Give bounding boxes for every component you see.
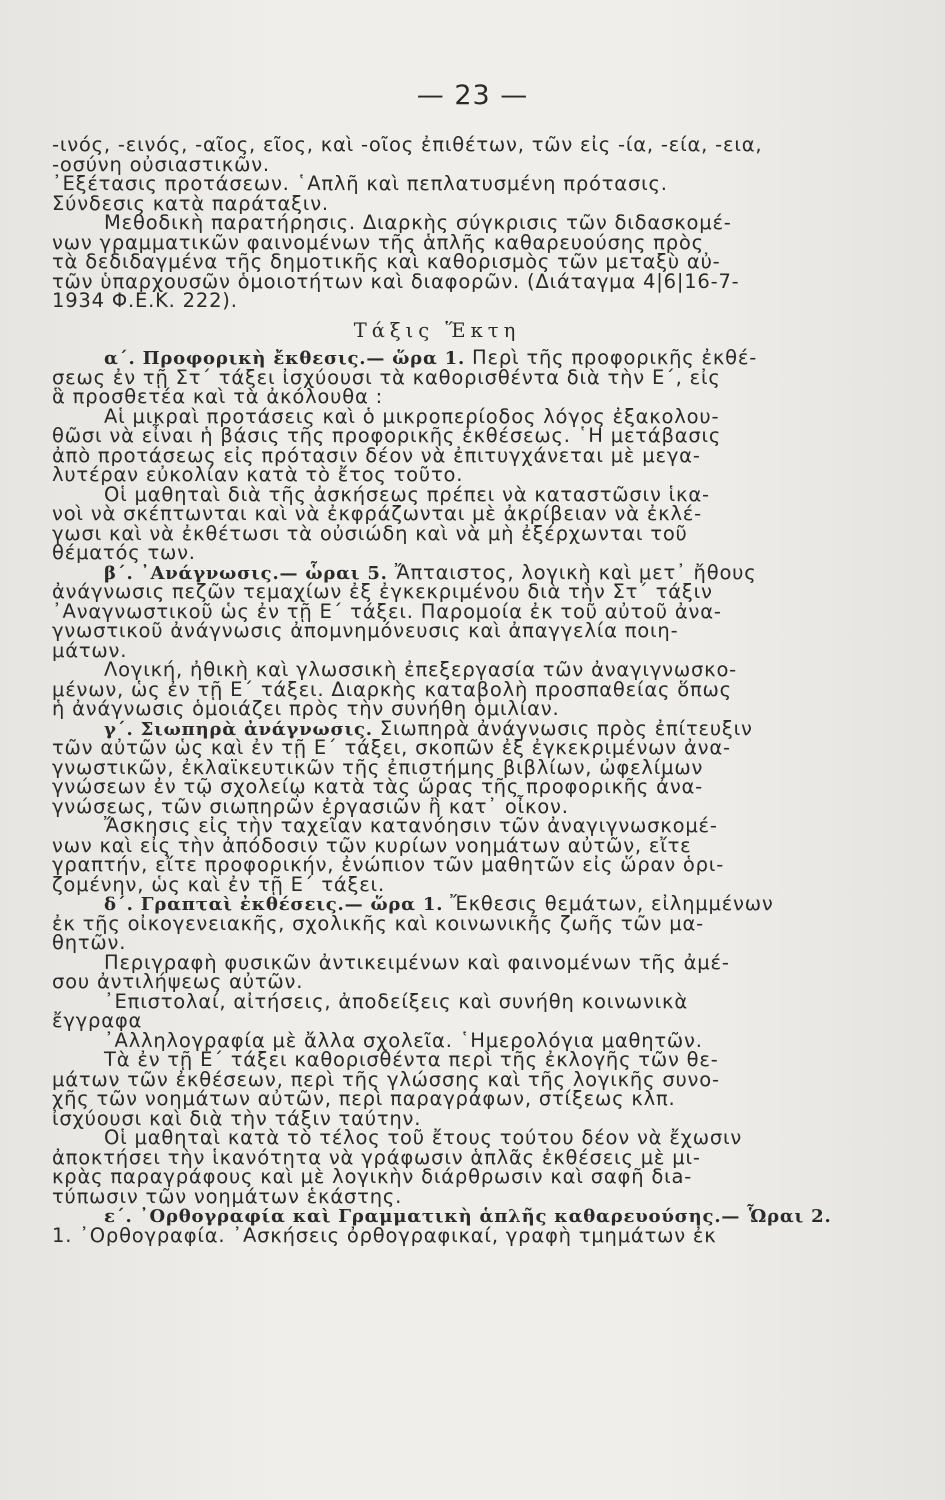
subsection-heading: γ΄. Σιωπηρὰ ἀνάγνωσις. [104, 718, 373, 740]
line-text: γνώσεων ἐν τῷ σχολείῳ κατὰ τὰς ὥρας τῆς προφορικῆς ἀνα- [52, 775, 704, 798]
line-text: Ἔκθεσις θεμάτων, εἰλημμένων [443, 892, 774, 915]
line-text: ᾿Αλληλογραφία μὲ ἄλλα σχολεῖα. ῾Ημερολόγια μαθητῶν. [104, 1028, 703, 1052]
line-text: Τάξις Ἕκτη [353, 318, 521, 342]
line-text: τῶν ὑπαρχουσῶν ὁμοιοτήτων καὶ διαφορῶν. (Διάταγμα 4|6|16-7- [52, 269, 740, 293]
line-text: γνωστικῶν, ἐκλαϊκευτικῶν τῆς ἐπιστήμης βιβλίων, ὠφελίμων [52, 755, 704, 779]
line-text: Οἱ μαθηταὶ διὰ τῆς ἀσκήσεως πρέπει νὰ καταστῶσιν ἱκα- [104, 482, 710, 506]
line-text: Ἄσκησις εἰς τὴν ταχεῖαν κατανόησιν τῶν ἀναγιγνωσκομέ- [104, 814, 718, 837]
line-text: γραπτήν, εἴτε προφορικήν, ἐνώπιον τῶν μαθητῶν εἰς ὥραν ὁρι- [52, 853, 725, 876]
line-text: θητῶν. [52, 931, 127, 954]
line-text: Ἄπταιστος, λογικὴ καὶ μετ᾿ ἤθους [387, 560, 757, 584]
subsection-heading: δ΄. Γραπταὶ ἐκθέσεις.— ὥρα 1. [104, 894, 444, 915]
subsection-heading: α΄. Προφορικὴ ἔκθεσις.— ὥρα 1. [104, 348, 466, 369]
line-text: νων γραμματικῶν φαινομένων τῆς ἁπλῆς καθαρευούσης πρὸς [52, 230, 704, 254]
section-title [52, 318, 822, 342]
line-text: Αἱ μικραὶ προτάσεις καὶ ὁ μικροπερίοδος λόγος ἐξακολου- [104, 404, 720, 428]
line-text: Σιωπηρὰ ἀνάγνωσις πρὸς ἐπίτευξιν [372, 716, 753, 740]
line-text: ἐκ τῆς οἰκογενειακῆς, σχολικῆς καὶ κοινωνικῆς ζωῆς τῶν μα- [52, 911, 704, 935]
line-text: Περιγραφὴ φυσικῶν ἀντικειμένων καὶ φαινομένων τῆς ἀμέ- [104, 950, 730, 974]
line-text: ἀνάγνωσις πεζῶν τεμαχίων ἐξ ἐγκεκριμένου διὰ τὴν Στ΄ τάξιν [52, 580, 713, 603]
line-text: γωσι καὶ νὰ ἐκθέτωσι τὰ οὐσιώδη καὶ νὰ μὴ ἐξέρχωνται τοῦ [52, 521, 688, 545]
line-text: χῆς τῶν νοημάτων αὐτῶν, περὶ παραγράφων, στίξεως κλπ. [52, 1087, 676, 1110]
line-text: ᾿Αναγνωστικοῦ ὡς ἐν τῇ Ε΄ τάξει. Παρομοία ἐκ τοῦ αὐτοῦ ἀνα- [52, 599, 722, 623]
line-text: ζομένην, ὡς καὶ ἐν τῇ Ε΄ τάξει. [52, 872, 385, 896]
line-text: 1. ᾿Ορθογραφία. ᾿Ασκήσεις ὀρθογραφικαί, γραφὴ τμημάτων ἐκ [52, 1223, 717, 1247]
line-text: Λογική, ἠθικὴ καὶ γλωσσικὴ ἐπεξεργασία τῶν ἀναγιγνωσκο- [104, 658, 738, 681]
text-line [52, 621, 822, 641]
line-text: τὰ δεδιδαγμένα τῆς δημοτικῆς καὶ καθορισμὸς τῶν μεταξὺ αὐ- [52, 250, 721, 273]
line-text: -οσύνη οὐσιαστικῶν. [52, 152, 270, 176]
line-text: νων καὶ εἰς τὴν ἀπόδοσιν τῶν κυρίων νοημάτων αὐτῶν, εἴτε [52, 833, 692, 857]
line-text: μένων, ὡς ἐν τῇ Ε΄ τάξει. Διαρκὴς καταβολὴ προσπαθείας ὅπως [52, 677, 732, 701]
line-text: μάτων τῶν ἐκθέσεων, περὶ τῆς γλώσσης καὶ τῆς λογικῆς συνο- [52, 1067, 720, 1091]
line-text: Οἱ μαθηταὶ κατὰ τὸ τέλος τοῦ ἔτους τούτου δέον νὰ ἔχωσιν [104, 1126, 743, 1149]
page-number: — 23 — [416, 80, 529, 111]
line-text: σου ἀντιλήψεως αὐτῶν. [52, 970, 304, 993]
line-text: ἀποκτήσει τὴν ἱκανότητα νὰ γράφωσιν ἁπλᾶς ἐκθέσεις μὲ μι- [52, 1145, 701, 1169]
text-line [52, 989, 822, 1013]
line-text: Σύνδεσις κατὰ παράταξιν. [52, 191, 329, 215]
line-text: ἃ προσθετέα καὶ τὰ ἀκόλουθα : [52, 385, 383, 408]
line-text: τύπωσιν τῶν νοημάτων ἑκάστης. [52, 1184, 403, 1208]
subsection-heading: ε΄. ᾿Ορθογραφία καὶ Γραμματικὴ ἁπλῆς καθαρευούσης.— Ὧραι 2. [104, 1206, 832, 1227]
line-text: γνώσεως, τῶν σιωπηρῶν ἐργασιῶν ἢ κατ᾿ οἶκον. [52, 794, 569, 818]
line-text: λυτέραν εὐκολίαν κατὰ τὸ ἔτος τοῦτο. [52, 463, 464, 486]
text-line [52, 911, 822, 935]
line-text: τῶν αὐτῶν ὡς καὶ ἐν τῇ Ε΄ τάξει, σκοπῶν ἐξ ἐγκεκριμένων ἀνα- [52, 736, 731, 759]
subsection-heading: β΄. ᾿Ανάγνωσις.— ὧραι 5. [104, 562, 388, 584]
text-line [52, 1223, 822, 1247]
line-text: Περὶ τῆς προφορικῆς ἐκθέ- [465, 346, 758, 369]
line-text: γνωστικοῦ ἀνάγνωσις ἀπομνημόνευσις καὶ ἀπαγγελία ποιη- [52, 619, 679, 642]
line-text: σεως ἐν τῇ Στ΄ τάξει ἰσχύουσι τὰ καθορισθέντα διὰ τὴν Ε΄, εἰς [52, 365, 721, 389]
line-text: θέματός των. [52, 541, 196, 564]
line-text: νοὶ νὰ σκέπτωνται καὶ νὰ ἐκφράζωνται μὲ ἀκρίβειαν νὰ ἐκλέ- [52, 502, 702, 525]
text-line [52, 291, 822, 311]
line-text: Τὰ ἐν τῇ Ε΄ τάξει καθορισθέντα περὶ τῆς ἐκλογῆς τῶν θε- [104, 1048, 719, 1071]
line-text: θῶσι νὰ εἶναι ἡ βάσις τῆς προφορικῆς ἐκθέσεως. ῾Η μετάβασις [52, 424, 722, 447]
text-line [52, 1184, 822, 1208]
line-text: ᾿Επιστολαί, αἰτήσεις, ἀποδείξεις καὶ συνήθη κοινωνικὰ [104, 989, 688, 1013]
line-text: ᾿Εξέτασις προτάσεων. ῾Απλῆ καὶ πεπλατυσμένη πρότασις. [52, 172, 668, 195]
line-text: κρὰς παραγράφους καὶ μὲ λογικὴν διάρθρωσιν καὶ σαφῆ διa- [52, 1165, 693, 1188]
line-text: -ινός, -εινός, -αῖος, εῖος, καὶ -οῖος ἐπιθέτων, τῶν εἰς -ία, -εία, -εια, [52, 133, 763, 156]
body-text [52, 133, 832, 1247]
line-text: 1934 Φ.Ε.Κ. 222). [52, 289, 238, 312]
line-text: ἰσχύουσι καὶ διὰ τὴν τάξιν ταύτην. [52, 1106, 422, 1130]
line-text: ἀπὸ προτάσεως εἰς πρότασιν δέον νὰ ἐπιτυγχάνεται μὲ μεγα- [52, 443, 701, 467]
line-text: ἔγγραφα [52, 1009, 143, 1032]
line-text: Μεθοδικὴ παρατήρησις. Διαρκὴς σύγκρισις τῶν διδασκομέ- [104, 211, 732, 234]
line-text: ἡ ἀνάγνωσις ὁμοιάζει πρὸς τὴν συνήθη ὁμιλίαν. [52, 697, 560, 720]
line-text: μάτων. [52, 638, 128, 662]
